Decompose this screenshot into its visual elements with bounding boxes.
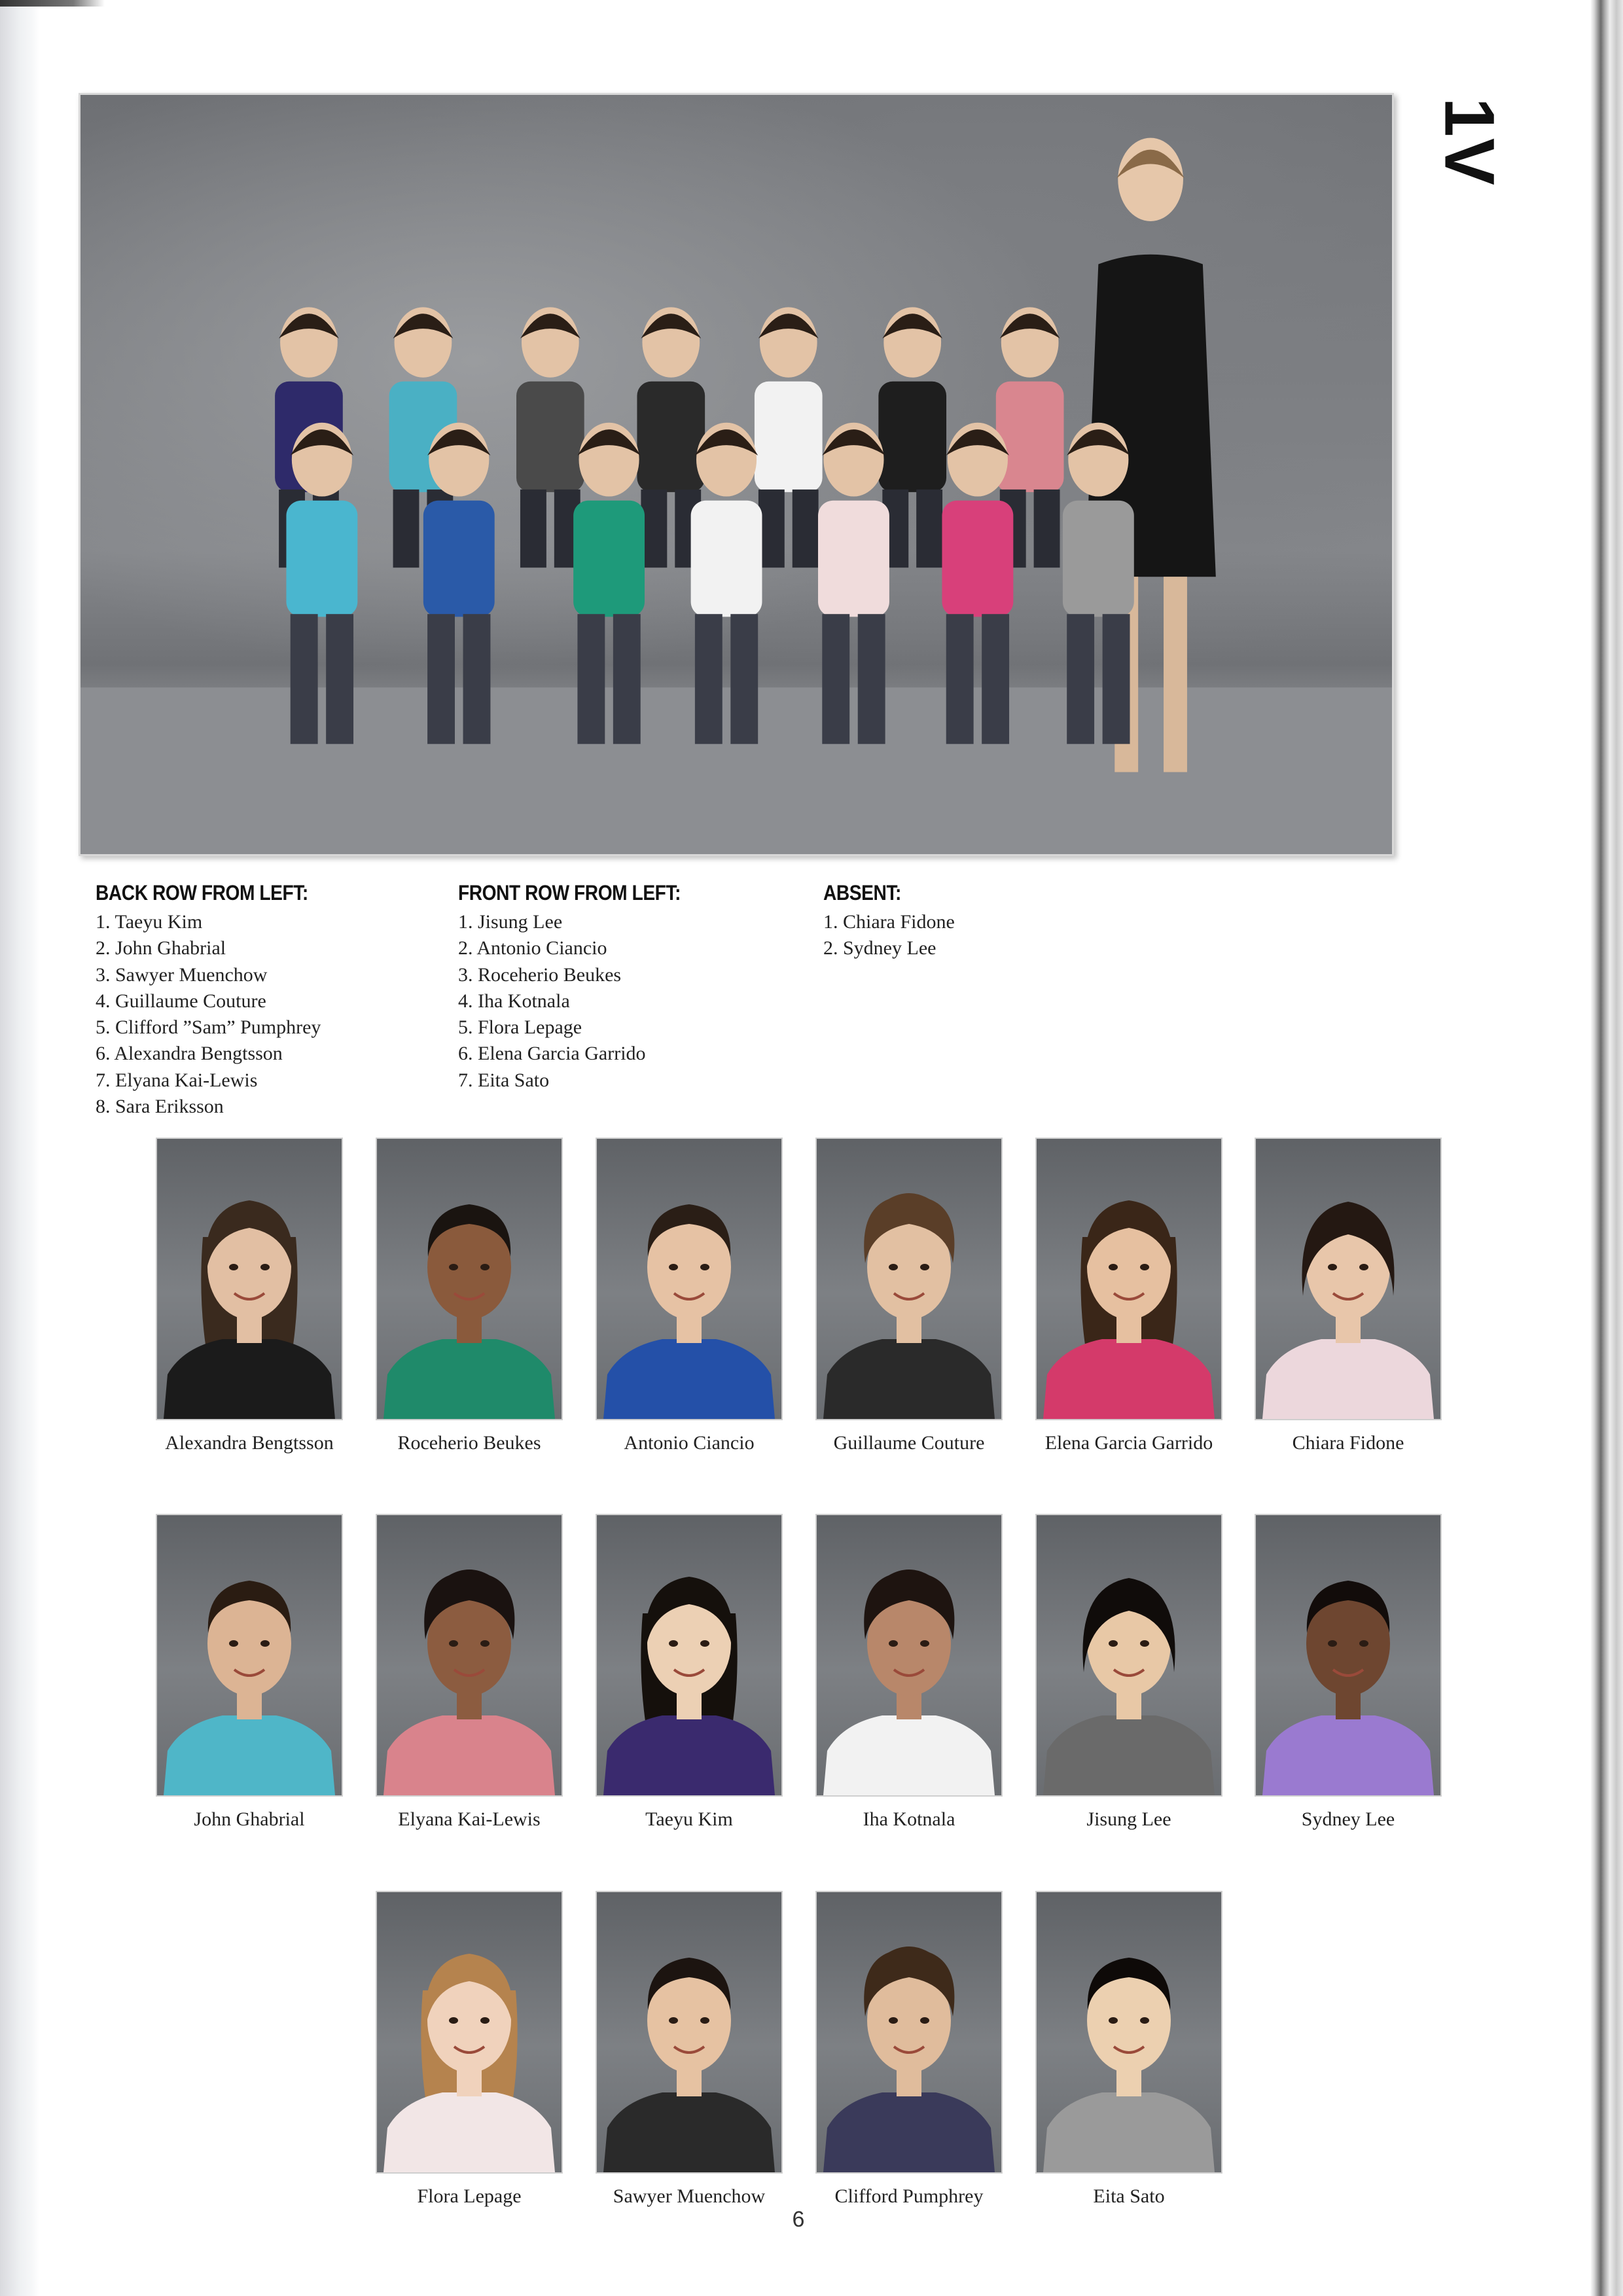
student-portrait — [1035, 1138, 1222, 1454]
eye — [920, 1640, 929, 1647]
portrait-photo — [596, 1891, 783, 2174]
roster-entry: 3. Sawyer Muenchow — [96, 963, 268, 986]
group-photo-canvas — [80, 95, 1392, 854]
roster-entry: 7. Elyana Kai-Lewis — [96, 1069, 258, 1091]
portrait-illustration — [1037, 1139, 1221, 1419]
portrait-illustration — [157, 1139, 342, 1419]
student-portrait — [1035, 1891, 1222, 2208]
back-row-list — [96, 909, 337, 1120]
portrait-name: Antonio Ciancio — [624, 1432, 755, 1454]
roster-entry: 2. Sydney Lee — [823, 937, 936, 960]
eye — [229, 1640, 238, 1647]
eye — [480, 1264, 490, 1270]
shirt — [603, 1339, 775, 1419]
shirt — [1262, 1715, 1434, 1795]
scan-edge-right — [1590, 0, 1623, 2296]
eye — [1359, 1264, 1368, 1270]
portrait-name: Elena Garcia Garrido — [1044, 1432, 1213, 1454]
portrait-photo — [376, 1891, 563, 2174]
student-portrait — [376, 1514, 563, 1831]
eye — [480, 2017, 490, 2024]
roster-entry: 3. Roceherio Beukes — [458, 963, 622, 986]
eye — [1109, 2017, 1118, 2024]
portrait-photo — [1035, 1891, 1222, 2174]
portrait-photo — [596, 1138, 783, 1420]
portrait-illustration — [597, 1139, 781, 1419]
student-portrait — [1035, 1514, 1222, 1831]
portrait-illustration — [597, 1515, 781, 1795]
shirt — [164, 1339, 335, 1419]
eye — [889, 1264, 898, 1270]
roster-entry: 8. Sara Eriksson — [96, 1096, 224, 1118]
roster-entry: 1. Jisung Lee — [458, 911, 563, 933]
class-code-label: 1V — [1430, 97, 1510, 187]
student-portrait — [596, 1138, 783, 1454]
student-portrait — [1255, 1138, 1442, 1454]
portrait-name: Jisung Lee — [1086, 1808, 1171, 1830]
eye — [229, 1264, 238, 1270]
page-number: 6 — [792, 2207, 805, 2232]
student-portrait — [815, 1138, 1003, 1454]
portrait-illustration — [377, 1515, 562, 1795]
absent-list — [823, 909, 955, 962]
portrait-illustration — [1037, 1515, 1221, 1795]
back-row-roster — [96, 881, 337, 1120]
portrait-illustration — [817, 1139, 1001, 1419]
shirt — [383, 1715, 555, 1795]
eye — [920, 2017, 929, 2024]
portrait-name: Clifford Pumphrey — [834, 2185, 984, 2207]
eye — [1328, 1640, 1337, 1647]
portrait-photo — [376, 1514, 563, 1797]
eye — [260, 1640, 270, 1647]
eye — [449, 1264, 458, 1270]
eye — [669, 2017, 678, 2024]
portrait-name: Alexandra Bengtsson — [165, 1432, 334, 1454]
portrait-photo — [596, 1514, 783, 1797]
eye — [920, 1264, 929, 1270]
eye — [449, 2017, 458, 2024]
shirt — [383, 1339, 555, 1419]
portrait-photo — [1035, 1514, 1222, 1797]
front-row-list — [458, 909, 711, 1094]
student-portrait — [815, 1514, 1003, 1831]
portrait-illustration — [377, 1139, 562, 1419]
student-portrait — [596, 1514, 783, 1831]
portrait-name: John Ghabrial — [194, 1808, 305, 1830]
class-code — [1430, 93, 1510, 191]
eye — [700, 2017, 709, 2024]
eye — [449, 1640, 458, 1647]
eye — [669, 1264, 678, 1270]
absent-roster — [823, 881, 955, 962]
student-portrait — [376, 1891, 563, 2208]
roster-entry: 5. Clifford ”Sam” Pumphrey — [96, 1016, 321, 1039]
roster-entry: 1. Chiara Fidone — [823, 911, 955, 933]
eye — [1328, 1264, 1337, 1270]
eye — [1140, 1264, 1149, 1270]
roster-entry: 2. Antonio Ciancio — [458, 937, 607, 960]
portrait-name: Sawyer Muenchow — [613, 2185, 766, 2207]
portrait-illustration — [1256, 1139, 1440, 1419]
roster-entry: 4. Guillaume Couture — [96, 990, 266, 1012]
roster-entry: 2. John Ghabrial — [96, 937, 226, 960]
portrait-illustration — [377, 1892, 562, 2172]
shirt — [823, 1715, 995, 1795]
eye — [1109, 1640, 1118, 1647]
eye — [480, 1640, 490, 1647]
student-portrait — [815, 1891, 1003, 2208]
student-portrait — [376, 1138, 563, 1454]
portrait-name: Sydney Lee — [1301, 1808, 1395, 1830]
front-row-heading: FRONT ROW FROM LEFT: — [458, 881, 681, 905]
portrait-photo — [815, 1891, 1003, 2174]
roster-entry: 5. Flora Lepage — [458, 1016, 582, 1039]
eye — [1140, 2017, 1149, 2024]
roster-entry: 1. Taeyu Kim — [96, 911, 203, 933]
portrait-photo — [1255, 1514, 1442, 1797]
student-portrait — [596, 1891, 783, 2208]
portrait-photo — [156, 1514, 343, 1797]
portrait-name: Roceherio Beukes — [397, 1432, 541, 1454]
front-row-roster — [458, 881, 711, 1094]
back-row-child — [755, 307, 823, 567]
portrait-illustration — [1256, 1515, 1440, 1795]
portrait-name: Guillaume Couture — [833, 1432, 985, 1454]
shirt — [1043, 2092, 1215, 2172]
group-class-photo — [79, 93, 1394, 856]
portrait-name: Flora Lepage — [417, 2185, 522, 2207]
shirt — [1043, 1339, 1215, 1419]
portrait-illustration — [1037, 1892, 1221, 2172]
scan-edge-left — [0, 0, 39, 2296]
portrait-photo — [1035, 1138, 1222, 1420]
portrait-photo — [815, 1514, 1003, 1797]
eye — [260, 1264, 270, 1270]
portrait-name: Taeyu Kim — [645, 1808, 733, 1830]
shirt — [823, 1339, 995, 1419]
absent-heading: ABSENT: — [823, 881, 901, 905]
portrait-name: Eita Sato — [1093, 2185, 1165, 2207]
portrait-illustration — [817, 1515, 1001, 1795]
portrait-illustration — [597, 1892, 781, 2172]
portrait-photo — [376, 1138, 563, 1420]
eye — [889, 2017, 898, 2024]
roster-entry: 7. Eita Sato — [458, 1069, 550, 1091]
portrait-name: Elyana Kai-Lewis — [398, 1808, 541, 1830]
roster-entry: 6. Alexandra Bengtsson — [96, 1043, 283, 1065]
eye — [1140, 1640, 1149, 1647]
eye — [1359, 1640, 1368, 1647]
portrait-photo — [1255, 1138, 1442, 1420]
shirt — [164, 1715, 335, 1795]
eye — [889, 1640, 898, 1647]
eye — [1109, 1264, 1118, 1270]
shirt — [603, 1715, 775, 1795]
portrait-photo — [815, 1138, 1003, 1420]
portrait-illustration — [157, 1515, 342, 1795]
shirt — [823, 2092, 995, 2172]
portrait-illustration — [817, 1892, 1001, 2172]
back-row-heading: BACK ROW FROM LEFT: — [96, 881, 308, 905]
student-portrait — [156, 1138, 343, 1454]
portrait-name: Chiara Fidone — [1292, 1432, 1404, 1454]
shirt — [1262, 1339, 1434, 1419]
shirt — [603, 2092, 775, 2172]
eye — [700, 1640, 709, 1647]
portrait-name: Iha Kotnala — [863, 1808, 955, 1830]
portrait-photo — [156, 1138, 343, 1420]
roster-entry: 6. Elena Garcia Garrido — [458, 1043, 646, 1065]
eye — [669, 1640, 678, 1647]
student-portrait — [1255, 1514, 1442, 1831]
shirt — [383, 2092, 555, 2172]
shirt — [1043, 1715, 1215, 1795]
roster-entry: 4. Iha Kotnala — [458, 990, 570, 1012]
eye — [700, 1264, 709, 1270]
scan-edge-top — [0, 0, 105, 7]
student-portrait — [156, 1514, 343, 1831]
